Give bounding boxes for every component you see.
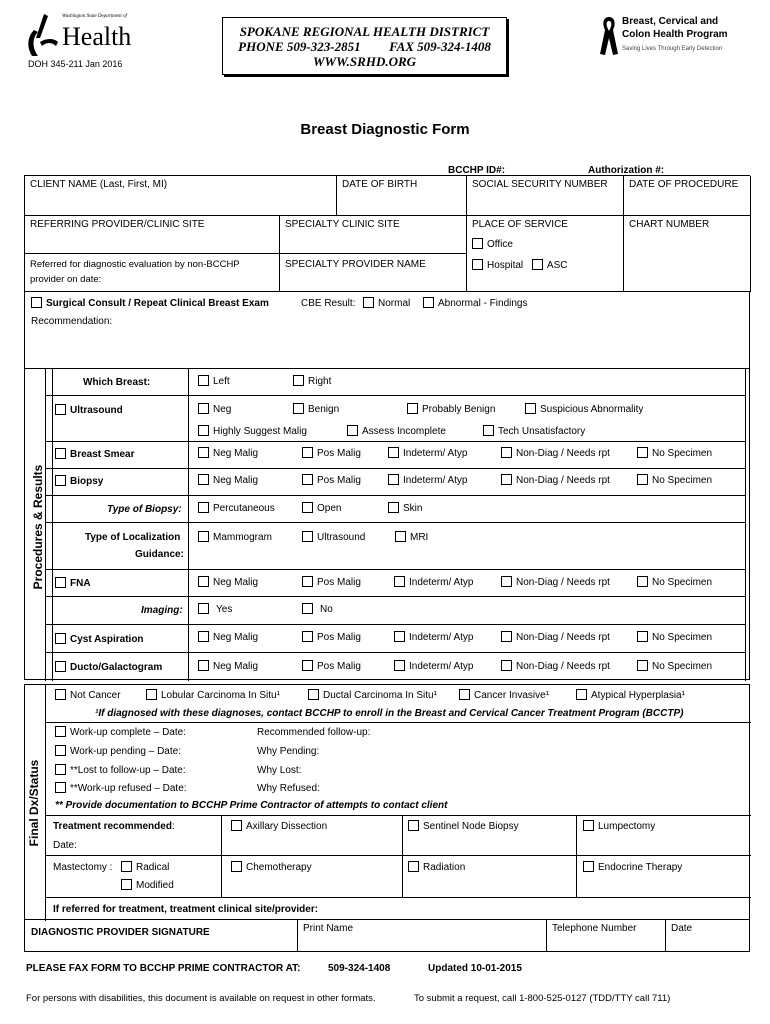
biopsy-indeterm-checkbox[interactable] xyxy=(388,474,399,485)
ribbon-icon xyxy=(598,14,620,58)
district-contact xyxy=(223,39,506,54)
ultrasound-checkbox[interactable] xyxy=(55,404,66,415)
radical-checkbox[interactable] xyxy=(121,861,132,872)
biopsy-pos-checkbox[interactable] xyxy=(302,474,313,485)
ducto-indeterm-label: Indeterm/ Atyp xyxy=(409,661,474,672)
biopsy-neg-checkbox[interactable] xyxy=(198,474,209,485)
modified-checkbox[interactable] xyxy=(121,879,132,890)
workup-pending-label: Work-up pending – Date: xyxy=(70,746,181,757)
final-side-label: Final Dx/Status xyxy=(27,759,41,847)
fna-neg-label: Neg Malig xyxy=(213,577,259,588)
disability-note: For persons with disabilities, this document is available on request in other formats. xyxy=(26,993,376,1004)
why-refused-label: Why Refused: xyxy=(257,783,320,794)
open-checkbox[interactable] xyxy=(302,502,313,513)
chart-number-label: CHART NUMBER xyxy=(629,219,710,230)
signature-row xyxy=(24,919,750,952)
invasive-label: Cancer Invasive¹ xyxy=(474,690,550,701)
ducto-nospecimen-label: No Specimen xyxy=(652,661,713,672)
procedures-section xyxy=(24,368,750,680)
place-of-service-field xyxy=(467,216,624,292)
recommendation-label: Recommendation: xyxy=(31,316,113,327)
referring-provider-field[interactable] xyxy=(25,216,280,254)
localization-line2: Guidance: xyxy=(135,549,184,560)
endocrine-label: Endocrine Therapy xyxy=(598,862,683,873)
chart-number-field[interactable] xyxy=(624,216,751,292)
cyst-label: Cyst Aspiration xyxy=(70,634,144,645)
request-note: To submit a request, call 1-800-525-0127 (TDD/TTY call 711) xyxy=(414,993,671,1004)
mammogram-checkbox[interactable] xyxy=(198,531,209,542)
program-name-line1: Breast, Cervical and xyxy=(622,16,719,27)
breast-smear-checkbox[interactable] xyxy=(55,448,66,459)
imaging-yes-label: Yes xyxy=(216,604,233,615)
treatment-recommended-label xyxy=(53,821,175,833)
smear-nondiag-checkbox[interactable] xyxy=(501,447,512,458)
modified-label: Modified xyxy=(136,880,174,891)
lobular-checkbox[interactable] xyxy=(146,689,157,700)
us-tech-checkbox[interactable] xyxy=(483,425,494,436)
fna-nospecimen-label: No Specimen xyxy=(652,577,713,588)
program-name-line2: Colon Health Program xyxy=(622,29,728,40)
radiation-checkbox[interactable] xyxy=(408,861,419,872)
client-info-table xyxy=(24,175,750,293)
procedures-side-label: Procedures & Results xyxy=(31,464,45,590)
biopsy-checkbox[interactable] xyxy=(55,475,66,486)
us-highly-label: Highly Suggest Malig xyxy=(213,426,307,437)
workup-complete-label: Work-up complete – Date: xyxy=(70,727,186,738)
biopsy-nospecimen-checkbox[interactable] xyxy=(637,474,648,485)
percutaneous-label: Percutaneous xyxy=(213,503,275,514)
which-breast-label: Which Breast: xyxy=(83,377,151,388)
district-name: SPOKANE REGIONAL HEALTH DISTRICT xyxy=(239,24,490,39)
chemo-checkbox[interactable] xyxy=(231,861,242,872)
doh-logo xyxy=(22,8,152,60)
smear-nospecimen-label: No Specimen xyxy=(652,448,713,459)
ductal-checkbox[interactable] xyxy=(308,689,319,700)
smear-indeterm-label: Indeterm/ Atyp xyxy=(403,448,468,459)
radiation-label: Radiation xyxy=(423,862,466,873)
smear-neg-checkbox[interactable] xyxy=(198,447,209,458)
cbe-normal-checkbox[interactable] xyxy=(363,297,374,308)
cyst-neg-label: Neg Malig xyxy=(213,632,259,643)
ducto-nondiag-label: Non-Diag / Needs rpt xyxy=(516,661,610,672)
lumpectomy-label: Lumpectomy xyxy=(598,821,656,832)
ducto-indeterm-checkbox[interactable] xyxy=(394,660,405,671)
imaging-no-label: No xyxy=(320,604,333,615)
atypical-label: Atypical Hyperplasia¹ xyxy=(591,690,685,701)
imaging-label: Imaging: xyxy=(141,605,183,616)
cyst-indeterm-label: Indeterm/ Atyp xyxy=(409,632,474,643)
telephone-label: Telephone Number xyxy=(552,923,637,934)
signature-label: DIAGNOSTIC PROVIDER SIGNATURE xyxy=(31,927,210,938)
mri-label: MRI xyxy=(410,532,429,543)
lost-followup-checkbox[interactable] xyxy=(55,764,66,775)
asc-checkbox[interactable] xyxy=(532,259,543,270)
referred-date-field[interactable] xyxy=(25,254,280,292)
referred-line2: provider on date: xyxy=(30,274,102,286)
cyst-neg-checkbox[interactable] xyxy=(198,631,209,642)
fna-nondiag-checkbox[interactable] xyxy=(501,576,512,587)
loc-ultrasound-checkbox[interactable] xyxy=(302,531,313,542)
percutaneous-checkbox[interactable] xyxy=(198,502,209,513)
treatment-recommended-text: Treatment recommended xyxy=(53,821,172,832)
ultrasound-label: Ultrasound xyxy=(70,405,123,416)
print-name-label: Print Name xyxy=(303,923,354,934)
office-checkbox[interactable] xyxy=(472,238,483,249)
us-prob-benign-checkbox[interactable] xyxy=(407,403,418,414)
biopsy-pos-label: Pos Malig xyxy=(317,475,361,486)
biopsy-indeterm-label: Indeterm/ Atyp xyxy=(403,475,468,486)
district-phone: PHONE 509-323-2851 xyxy=(238,39,361,54)
atypical-checkbox[interactable] xyxy=(576,689,587,700)
cyst-checkbox[interactable] xyxy=(55,633,66,644)
hospital-checkbox[interactable] xyxy=(472,259,483,270)
skin-checkbox[interactable] xyxy=(388,502,399,513)
bcctp-note: ¹If diagnosed with these diagnoses, contact BCCHP to enroll in the Breast and Cervical Cancer Treatment Program (BCCTP) xyxy=(95,708,684,719)
ducto-pos-checkbox[interactable] xyxy=(302,660,313,671)
procedure-date-field[interactable] xyxy=(624,176,751,216)
district-fax: FAX 509-324-1408 xyxy=(389,39,491,54)
radical-label: Radical xyxy=(136,862,170,873)
workup-pending-checkbox[interactable] xyxy=(55,745,66,756)
chemo-label: Chemotherapy xyxy=(246,862,312,873)
biopsy-nondiag-checkbox[interactable] xyxy=(501,474,512,485)
cyst-nondiag-checkbox[interactable] xyxy=(501,631,512,642)
right-breast-label: Right xyxy=(308,376,332,387)
client-name-label: CLIENT NAME (Last, First, MI) xyxy=(30,179,168,190)
right-breast-checkbox[interactable] xyxy=(293,375,304,386)
invasive-checkbox[interactable] xyxy=(459,689,470,700)
type-biopsy-label: Type of Biopsy: xyxy=(107,504,182,515)
hospital-label: Hospital xyxy=(487,260,524,271)
sentinel-label: Sentinel Node Biopsy xyxy=(423,821,519,832)
ducto-checkbox[interactable] xyxy=(55,661,66,672)
cyst-nospecimen-label: No Specimen xyxy=(652,632,713,643)
endocrine-checkbox[interactable] xyxy=(583,861,594,872)
left-breast-checkbox[interactable] xyxy=(198,375,209,386)
breast-smear-label: Breast Smear xyxy=(70,449,135,460)
us-benign-label: Benign xyxy=(308,404,340,415)
district-box xyxy=(222,17,507,75)
cbe-normal-label: Normal xyxy=(378,298,411,309)
district-website: WWW.SRHD.ORG xyxy=(312,54,417,69)
localization-line1: Type of Localization xyxy=(85,532,181,543)
surgical-consult-label: Surgical Consult / Repeat Clinical Breast Exam xyxy=(46,298,269,309)
place-of-service-label: PLACE OF SERVICE xyxy=(472,219,568,230)
ducto-nospecimen-checkbox[interactable] xyxy=(637,660,648,671)
specialty-site-label: SPECIALTY CLINIC SITE xyxy=(285,219,400,230)
open-label: Open xyxy=(317,503,342,514)
skin-label: Skin xyxy=(403,503,423,514)
procedure-date-label: DATE OF PROCEDURE xyxy=(629,179,739,190)
program-logo xyxy=(598,14,768,62)
fna-indeterm-checkbox[interactable] xyxy=(394,576,405,587)
bcchp-id-label: BCCHP ID#: xyxy=(448,165,506,176)
left-breast-label: Left xyxy=(213,376,230,387)
us-tech-label: Tech Unsatisfactory xyxy=(498,426,586,437)
lobular-label: Lobular Carcinoma In Situ¹ xyxy=(161,690,280,701)
why-pending-label: Why Pending: xyxy=(257,746,320,757)
asc-label: ASC xyxy=(546,260,568,271)
doc-code: DOH 345-211 Jan 2016 xyxy=(28,59,123,69)
treatment-colon: : xyxy=(171,821,175,832)
why-lost-label: Why Lost: xyxy=(257,765,302,776)
fna-neg-checkbox[interactable] xyxy=(198,576,209,587)
workup-refused-checkbox[interactable] xyxy=(55,782,66,793)
fna-pos-label: Pos Malig xyxy=(317,577,361,588)
mri-checkbox[interactable] xyxy=(395,531,406,542)
mammogram-label: Mammogram xyxy=(213,532,272,543)
us-benign-checkbox[interactable] xyxy=(293,403,304,414)
us-prob-benign-label: Probably Benign xyxy=(422,404,496,415)
cbe-result-label: CBE Result: xyxy=(301,298,356,309)
cbe-abnormal-checkbox[interactable] xyxy=(423,297,434,308)
specialty-provider-label: SPECIALTY PROVIDER NAME xyxy=(285,259,426,270)
fna-checkbox[interactable] xyxy=(55,577,66,588)
smear-neg-label: Neg Malig xyxy=(213,448,259,459)
cyst-indeterm-checkbox[interactable] xyxy=(394,631,405,642)
lumpectomy-checkbox[interactable] xyxy=(583,820,594,831)
workup-complete-checkbox[interactable] xyxy=(55,726,66,737)
us-assess-checkbox[interactable] xyxy=(347,425,358,436)
fna-pos-checkbox[interactable] xyxy=(302,576,313,587)
dob-label: DATE OF BIRTH xyxy=(342,179,418,190)
ducto-neg-label: Neg Malig xyxy=(213,661,259,672)
sentinel-checkbox[interactable] xyxy=(408,820,419,831)
not-cancer-checkbox[interactable] xyxy=(55,689,66,700)
biopsy-nondiag-label: Non-Diag / Needs rpt xyxy=(516,475,610,486)
dob-field[interactable] xyxy=(337,176,467,216)
referred-line1: Referred for diagnostic evaluation by non-BCCHP xyxy=(30,259,240,270)
us-neg-label: Neg xyxy=(213,404,232,415)
cbe-abnormal-label: Abnormal - Findings xyxy=(438,298,528,309)
cyst-nondiag-label: Non-Diag / Needs rpt xyxy=(516,632,610,643)
final-section xyxy=(24,684,750,920)
smear-pos-label: Pos Malig xyxy=(317,448,361,459)
referred-treatment-label: If referred for treatment, treatment clinical site/provider: xyxy=(53,904,319,915)
authorization-label: Authorization #: xyxy=(588,165,665,176)
imaging-no-checkbox[interactable] xyxy=(302,603,313,614)
smear-pos-checkbox[interactable] xyxy=(302,447,313,458)
cyst-nospecimen-checkbox[interactable] xyxy=(637,631,648,642)
us-neg-checkbox[interactable] xyxy=(198,403,209,414)
biopsy-label: Biopsy xyxy=(70,476,104,487)
workup-refused-label: **Work-up refused – Date: xyxy=(70,783,187,794)
fna-nondiag-label: Non-Diag / Needs rpt xyxy=(516,577,610,588)
program-tagline: Saving Lives Through Early Detection xyxy=(622,46,723,52)
treatment-date-label: Date: xyxy=(53,840,77,851)
rec-followup-label: Recommended follow-up: xyxy=(257,727,371,738)
specialty-site-field[interactable] xyxy=(280,216,467,254)
us-highly-checkbox[interactable] xyxy=(198,425,209,436)
doh-logo-mark-icon xyxy=(26,12,60,58)
referring-provider-label: REFERRING PROVIDER/CLINIC SITE xyxy=(30,219,205,230)
ducto-label: Ducto/Galactogram xyxy=(70,662,163,673)
axillary-label: Axillary Dissection xyxy=(246,821,328,832)
ssn-label: SOCIAL SECURITY NUMBER xyxy=(472,179,608,190)
fna-label: FNA xyxy=(70,578,91,589)
page-title: Breast Diagnostic Form xyxy=(300,121,470,138)
fax-number: 509-324-1408 xyxy=(328,963,391,974)
smear-nondiag-label: Non-Diag / Needs rpt xyxy=(516,448,610,459)
mastectomy-label: Mastectomy : xyxy=(53,862,113,873)
ducto-neg-checkbox[interactable] xyxy=(198,660,209,671)
doh-health-word: Health xyxy=(62,22,132,51)
biopsy-neg-label: Neg Malig xyxy=(213,475,259,486)
ducto-nondiag-checkbox[interactable] xyxy=(501,660,512,671)
cyst-pos-label: Pos Malig xyxy=(317,632,361,643)
fax-label: PLEASE FAX FORM TO BCCHP PRIME CONTRACTOR AT: xyxy=(26,963,301,974)
biopsy-nospecimen-label: No Specimen xyxy=(652,475,713,486)
smear-indeterm-checkbox[interactable] xyxy=(388,447,399,458)
office-label: Office xyxy=(487,239,513,250)
not-cancer-label: Not Cancer xyxy=(70,690,121,701)
specialty-provider-field[interactable] xyxy=(280,254,467,292)
surgical-consult-checkbox[interactable] xyxy=(31,297,42,308)
updated-date: Updated 10-01-2015 xyxy=(428,963,522,974)
loc-ultrasound-label: Ultrasound xyxy=(317,532,366,543)
us-assess-label: Assess Incomplete xyxy=(362,426,446,437)
axillary-checkbox[interactable] xyxy=(231,820,242,831)
provide-doc-note: ** Provide documentation to BCCHP Prime Contractor of attempts to contact client xyxy=(55,800,448,811)
doh-small-text: Washington State Department of xyxy=(62,14,127,19)
surgical-section xyxy=(24,291,750,369)
lost-followup-label: **Lost to follow-up – Date: xyxy=(70,765,186,776)
fna-indeterm-label: Indeterm/ Atyp xyxy=(409,577,474,588)
date-label: Date xyxy=(671,923,693,934)
us-suspicious-checkbox[interactable] xyxy=(525,403,536,414)
smear-nospecimen-checkbox[interactable] xyxy=(637,447,648,458)
imaging-yes-checkbox[interactable] xyxy=(198,603,209,614)
us-suspicious-label: Suspicious Abnormality xyxy=(540,404,644,415)
fna-nospecimen-checkbox[interactable] xyxy=(637,576,648,587)
ductal-label: Ductal Carcinoma In Situ¹ xyxy=(323,690,437,701)
client-name-field[interactable] xyxy=(25,176,337,216)
cyst-pos-checkbox[interactable] xyxy=(302,631,313,642)
ssn-field[interactable] xyxy=(467,176,624,216)
ducto-pos-label: Pos Malig xyxy=(317,661,361,672)
